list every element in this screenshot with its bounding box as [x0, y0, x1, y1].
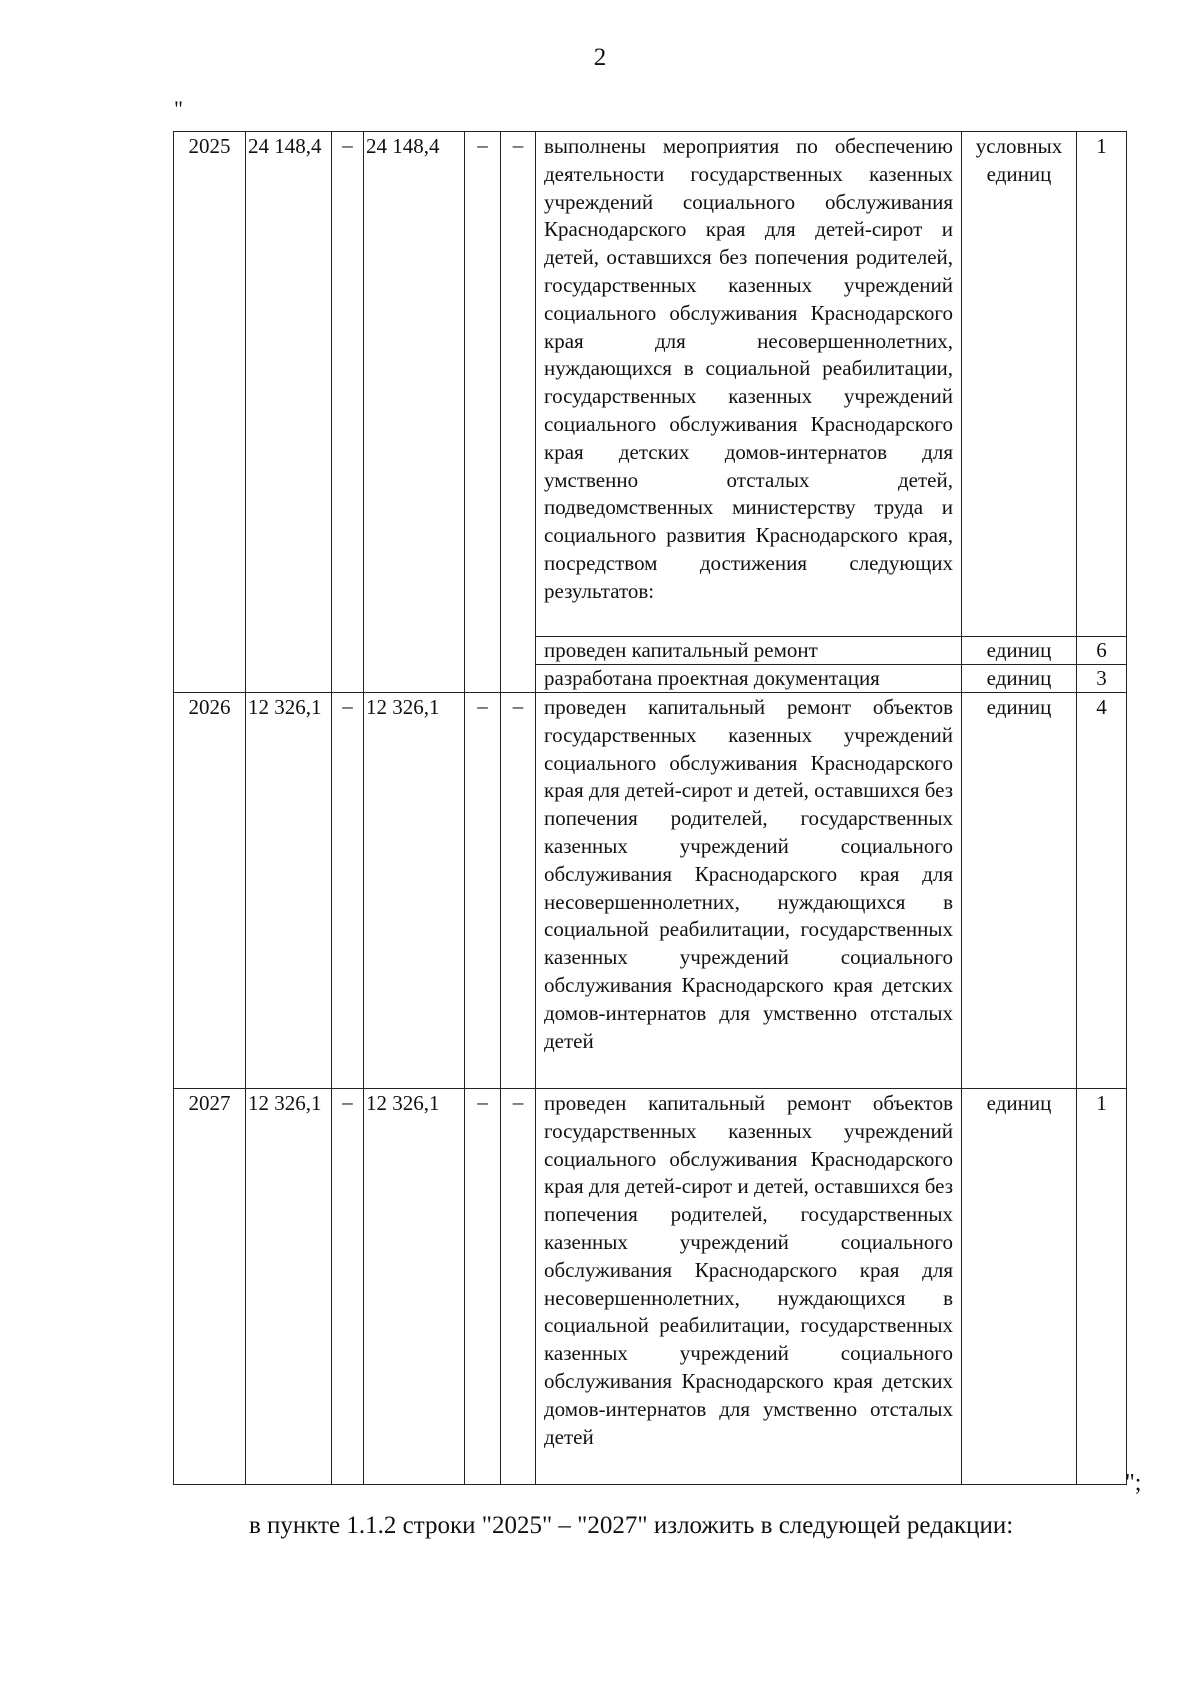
total-amount-cell: 12 326,1 [246, 693, 332, 1089]
unit-cell: единиц [962, 693, 1077, 1089]
dash-cell: – [465, 693, 501, 1089]
value-cell: 1 [1077, 132, 1127, 637]
result-text-cell: выполнены мероприятия по обеспечению деятельности государственных казенных учреждений социального обслуживания Краснодарского края для детей-сирот и детей, оставшихся без попечения родителей, государственных казенных учреждений социального обслуживания Краснодарского края для несовершеннолетних, нуждающихся в социальной реабилитации, государственных казенных учреждений социального обслуживания Краснодарского края детских домов-интернатов для умственно отсталых детей, подведомственных министерству труда и социального развития Краснодарского края, посредством достижения следующих результатов: [536, 132, 962, 637]
value-cell: 4 [1077, 693, 1127, 1089]
result-text-cell: проведен капитальный ремонт объектов государственных казенных учреждений социального обслуживания Краснодарского края для детей-сирот и детей, оставшихся без попечения родителей, государственных казенных учреждений социального обслуживания Краснодарского края для несовершеннолетних, нуждающихся в социальной реабилитации, государственных казенных учреждений социального обслуживания Краснодарского края детских домов-интернатов для умственно отсталых детей [536, 693, 962, 1089]
unit-cell: условных единиц [962, 132, 1077, 637]
funding-table [173, 131, 1127, 1485]
dash-cell: – [501, 1089, 536, 1485]
table-row-2026 [174, 693, 1127, 1089]
result-text-cell: проведен капитальный ремонт [536, 637, 962, 665]
result-text-cell: проведен капитальный ремонт объектов государственных казенных учреждений социального обслуживания Краснодарского края для детей-сирот и детей, оставшихся без попечения родителей, государственных казенных учреждений социального обслуживания Краснодарского края для несовершеннолетних, нуждающихся в социальной реабилитации, государственных казенных учреждений социального обслуживания Краснодарского края детских домов-интернатов для умственно отсталых детей [536, 1089, 962, 1485]
table-row-2027 [174, 1089, 1127, 1485]
page-number: 2 [593, 44, 607, 71]
table-row-2025 [174, 132, 1127, 637]
value-cell: 6 [1077, 637, 1127, 665]
dash-cell: – [465, 1089, 501, 1485]
result-text-cell: разработана проектная документация [536, 665, 962, 693]
unit-cell: единиц [962, 665, 1077, 693]
dash-cell: – [332, 132, 364, 693]
amendment-instruction: в пункте 1.1.2 строки "2025" – "2027" изложить в следующей редакции: [249, 1512, 1014, 1539]
total-amount-cell: 24 148,4 [246, 132, 332, 693]
dash-cell: – [501, 693, 536, 1089]
value-cell: 1 [1077, 1089, 1127, 1485]
year-cell: 2026 [174, 693, 246, 1089]
dash-cell: – [501, 132, 536, 693]
dash-cell: – [332, 693, 364, 1089]
regional-budget-cell: 24 148,4 [364, 132, 465, 693]
total-amount-cell: 12 326,1 [246, 1089, 332, 1485]
unit-cell: единиц [962, 1089, 1077, 1485]
year-cell: 2027 [174, 1089, 246, 1485]
value-cell: 3 [1077, 665, 1127, 693]
regional-budget-cell: 12 326,1 [364, 1089, 465, 1485]
closing-quote-mark: "; [1125, 1470, 1142, 1496]
unit-cell: единиц [962, 637, 1077, 665]
regional-budget-cell: 12 326,1 [364, 693, 465, 1089]
dash-cell: – [465, 132, 501, 693]
opening-quote-mark: " [174, 96, 183, 121]
year-cell: 2025 [174, 132, 246, 693]
dash-cell: – [332, 1089, 364, 1485]
